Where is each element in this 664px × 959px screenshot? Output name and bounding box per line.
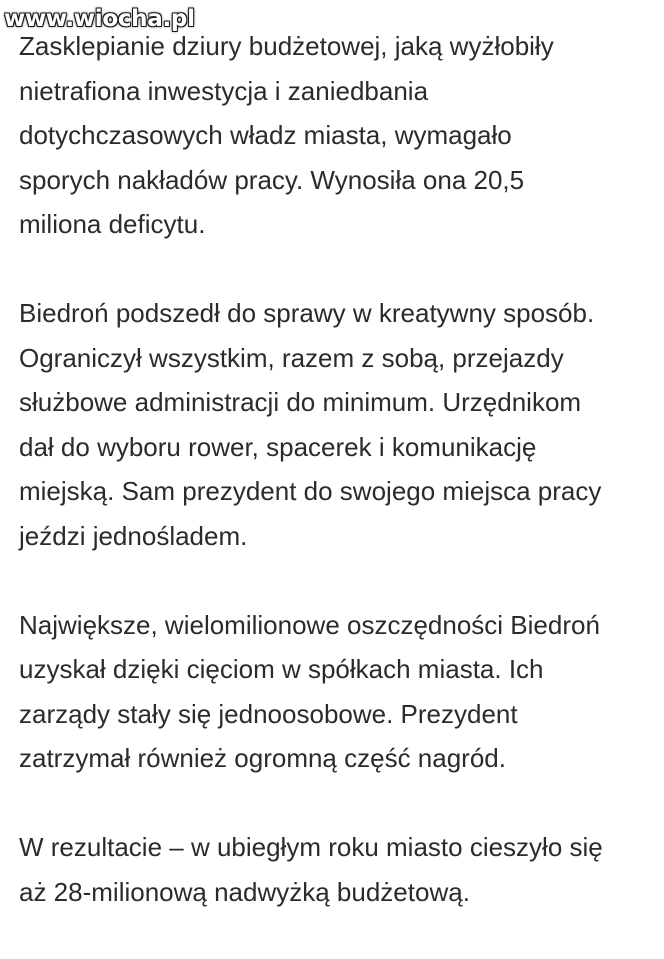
text-line: uzyskał dzięki cięciom w spółkach miasta. Ich	[19, 654, 544, 684]
text-line: służbowe administracji do minimum. Urzędnikom	[19, 387, 582, 417]
text-line: Największe, wielomilionowe oszczędności Biedroń	[19, 609, 600, 640]
text-line: dał do wyboru rower, spacerek i komunikację	[19, 431, 537, 462]
text-line: zarządy stały się jednoosobowe. Prezydent	[19, 698, 518, 729]
article-paragraph	[19, 24, 655, 247]
article-body	[19, 24, 655, 959]
text-line: miejską. Sam prezydent do swojego miejsca pracy	[19, 476, 602, 506]
text-line: W rezultacie – w ubiegłym roku miasto cieszyło się	[19, 832, 603, 862]
text-line: nietrafiona inwestycja i zaniedbania	[19, 75, 429, 106]
watermark-logo: www.wiocha.pl	[4, 6, 195, 32]
text-line: zatrzymał również ogromną część nagród.	[19, 743, 506, 773]
article-paragraph	[19, 291, 655, 558]
article-paragraph	[19, 825, 655, 914]
text-line: aż 28-milionową nadwyżką budżetową.	[19, 876, 470, 907]
text-line: dotychczasowych władz miasta, wymagało	[19, 120, 512, 150]
article-paragraph	[19, 603, 655, 781]
text-line: miliona deficytu.	[19, 209, 206, 239]
text-line: Biedroń podszedł do sprawy w kreatywny sposób.	[19, 298, 595, 328]
text-line: Zasklepianie dziury budżetowej, jaką wyżłobiły	[19, 31, 554, 61]
text-line: jeździ jednośladem.	[19, 520, 248, 551]
text-line: Ograniczył wszystkim, razem z sobą, przejazdy	[19, 342, 564, 373]
text-line: sporych nakładów pracy. Wynosiła ona 20,5	[19, 164, 525, 195]
